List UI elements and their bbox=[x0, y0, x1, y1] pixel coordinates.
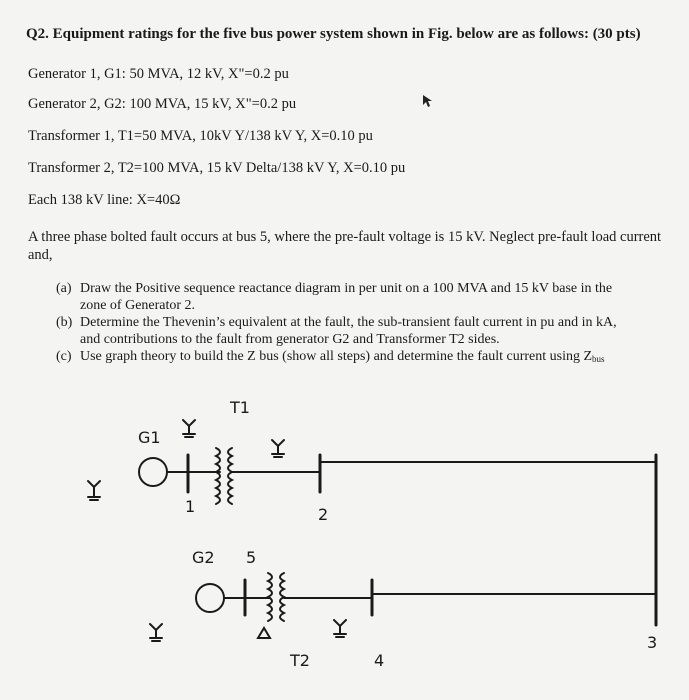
problem-statement: A three phase bolted fault occurs at bus 5, where the pre-fault voltage is 15 kV. Neglect pre-fault load current and, bbox=[28, 229, 662, 263]
part-a-line2: zone of Generator 2. bbox=[80, 298, 196, 313]
transformer-t1-primary bbox=[216, 448, 220, 504]
part-b-line1: Determine the Thevenin’s equivalent at the fault, the sub-transient fault current in pu and in kA, bbox=[80, 315, 617, 330]
g1-wye-ground-icon bbox=[88, 481, 100, 500]
spec-transformer-1: Transformer 1, T1=50 MVA, 10kV Y/138 kV Y, X=0.10 pu bbox=[28, 128, 373, 144]
t1-secondary-wye-ground-icon bbox=[272, 440, 284, 457]
spec-generator-1: Generator 1, G1: 50 MVA, 12 kV, X"=0.2 pu bbox=[28, 66, 289, 82]
question-title: Q2. Equipment ratings for the five bus power system shown in Fig. below are as follows: (30 pts) bbox=[26, 26, 641, 42]
label-g1: G1 bbox=[138, 428, 161, 447]
label-t1: T1 bbox=[230, 398, 250, 417]
transformer-t1-secondary bbox=[228, 448, 232, 504]
t1-primary-wye-ground-icon bbox=[183, 420, 195, 437]
label-bus-3: 3 bbox=[647, 633, 658, 652]
one-line-diagram bbox=[0, 380, 689, 700]
label-g2: G2 bbox=[192, 548, 215, 567]
label-bus-2: 2 bbox=[318, 505, 329, 524]
part-c-label: (c) bbox=[56, 349, 72, 364]
label-bus-4: 4 bbox=[374, 651, 385, 670]
part-c bbox=[56, 348, 676, 368]
spec-generator-2: Generator 2, G2: 100 MVA, 15 kV, X"=0.2 pu bbox=[28, 96, 297, 112]
t2-delta-icon bbox=[258, 628, 270, 638]
part-b-label: (b) bbox=[56, 315, 73, 330]
spec-transformer-2: Transformer 2, T2=100 MVA, 15 kV Delta/138 kV Y, X=0.10 pu bbox=[28, 160, 406, 176]
part-c-line1: Use graph theory to build the Z bus (show all steps) and determine the fault current using Z bbox=[80, 349, 593, 364]
label-t2: T2 bbox=[290, 651, 310, 670]
label-bus-1: 1 bbox=[185, 497, 196, 516]
part-b-line2: and contributions to the fault from generator G2 and Transformer T2 sides. bbox=[80, 332, 500, 347]
part-b bbox=[56, 314, 676, 348]
transformer-t2-secondary bbox=[280, 573, 284, 621]
transformer-t2-primary bbox=[268, 573, 272, 621]
part-a-line1: Draw the Positive sequence reactance diagram in per unit on a 100 MVA and 15 kV base in the bbox=[80, 281, 613, 296]
g2-wye-ground-icon bbox=[150, 624, 162, 641]
generator-g1-symbol bbox=[139, 458, 167, 486]
part-a bbox=[56, 280, 676, 314]
mouse-cursor-icon bbox=[422, 94, 434, 108]
spec-line-reactance: Each 138 kV line: X=40Ω bbox=[28, 192, 181, 208]
label-bus-5: 5 bbox=[246, 548, 257, 567]
part-c-subscript: bus bbox=[592, 354, 605, 364]
generator-g2-symbol bbox=[196, 584, 224, 612]
part-a-label: (a) bbox=[56, 281, 72, 296]
t2-secondary-wye-ground-icon bbox=[334, 620, 346, 637]
